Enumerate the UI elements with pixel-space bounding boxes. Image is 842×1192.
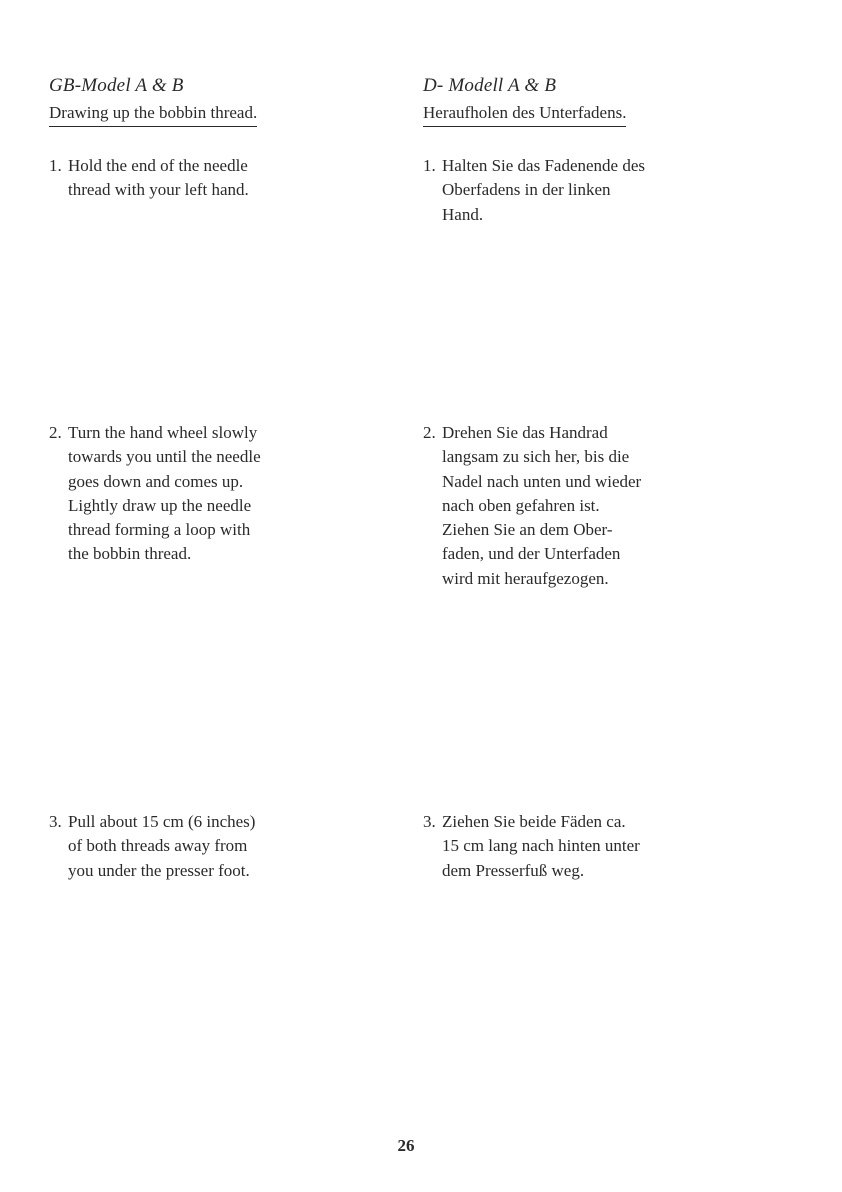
step-text: Hold the end of the needle thread with your left hand. [68,156,249,200]
step-text: Turn the hand wheel slowly towards you until the needle goes down and comes up. Lightly draw up the needle thread forming a loop with the bobbin thread. [68,423,261,564]
english-heading: GB-Model A & B [49,75,184,96]
english-step-2 [49,421,379,567]
english-step-1 [49,154,379,203]
step-number: 1. [49,156,62,175]
step-text: Drehen Sie das Handrad langsam zu sich her, bis die Nadel nach unten und wieder nach oben gefahren ist. Ziehen Sie an dem Ober- faden, und der Unterfaden wird mit heraufgezogen. [442,423,642,588]
german-column [423,74,753,880]
step-text: Halten Sie das Fadenende des Oberfadens in der linken Hand. [442,156,645,224]
step-text: Ziehen Sie beide Fäden ca. 15 cm lang nach hinten unter dem Presserfuß weg. [442,812,640,880]
step-number: 3. [423,812,436,831]
step-number: 3. [49,812,62,831]
german-step-2 [423,421,753,591]
step-number: 1. [423,156,436,175]
english-column [49,74,379,880]
english-subheading: Drawing up the bobbin thread. [49,102,257,127]
step-number: 2. [423,423,436,442]
step-text: Pull about 15 cm (6 inches) of both threads away from you under the presser foot. [68,812,256,880]
german-step-3 [423,810,753,883]
english-step-3 [49,810,379,883]
step-number: 2. [49,423,62,442]
german-subheading: Heraufholen des Unterfadens. [423,102,626,127]
page-number: 26 [397,1136,415,1155]
german-heading: D- Modell A & B [423,75,557,96]
german-step-1 [423,154,753,227]
